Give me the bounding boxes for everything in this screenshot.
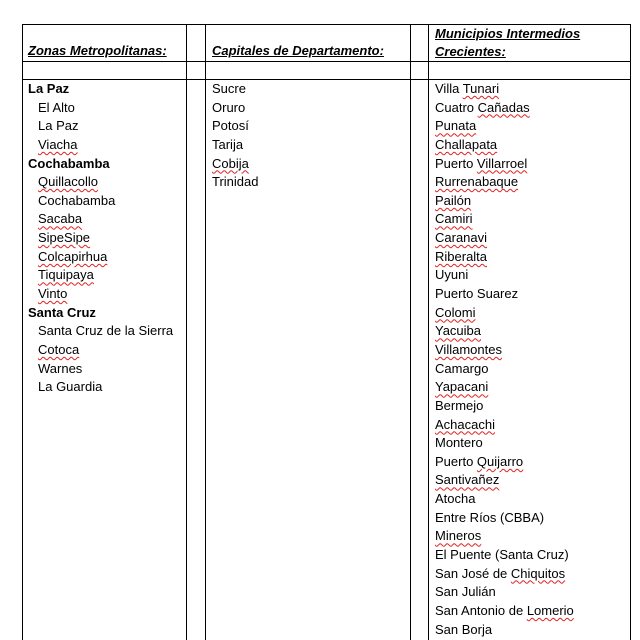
header-growing-municipalities: Municipios Intermedios Crecientes: <box>435 26 581 59</box>
text-fragment: Cochabamba <box>28 155 110 171</box>
text-fragment: Montero <box>435 435 483 451</box>
metro-list-item <box>28 210 173 229</box>
municipality-list-item <box>435 602 574 621</box>
text-fragment: Puerto <box>435 453 477 469</box>
text-fragment: Potosí <box>212 118 249 134</box>
municipality-list-item <box>435 173 574 192</box>
text-fragment: El Alto <box>38 99 75 115</box>
municipality-list-item <box>435 210 574 229</box>
spellcheck-word: Villarroel <box>476 155 528 171</box>
metro-list-item <box>28 266 173 285</box>
capital-list-item <box>212 173 258 192</box>
text-fragment: Atocha <box>435 491 476 507</box>
spellcheck-word: Santivañez <box>435 472 500 488</box>
metro-list-item <box>28 99 173 118</box>
spellcheck-word: Cañadas <box>477 99 530 115</box>
capital-list-item <box>212 155 258 174</box>
metro-list-item <box>28 360 173 379</box>
municipality-list-item <box>435 360 574 379</box>
text-fragment: Sucre <box>212 81 246 96</box>
spellcheck-word: SipeSipe <box>38 230 91 246</box>
municipality-list-item <box>435 192 574 211</box>
municipality-list-item <box>435 471 574 490</box>
municipality-list-item <box>435 80 574 99</box>
spellcheck-word: Quillacollo <box>38 174 98 190</box>
table-left-border <box>22 24 23 640</box>
text-fragment: Santa Cruz de la Sierra <box>38 323 174 339</box>
metro-list-item <box>28 136 173 155</box>
spellcheck-word: Achacachi <box>435 416 495 432</box>
municipality-list-item <box>435 322 574 341</box>
municipality-list-item <box>435 229 574 248</box>
municipality-list-item <box>435 248 574 267</box>
municipality-list-item <box>435 99 574 118</box>
spellcheck-word: Cobija <box>212 155 249 171</box>
text-fragment: San Julián <box>435 584 496 600</box>
column-divider <box>410 24 411 640</box>
spellcheck-word: Rurrenabaque <box>435 174 519 190</box>
municipality-list-item <box>435 490 574 509</box>
text-fragment: Uyuni <box>435 267 469 283</box>
municipality-list-item <box>435 434 574 453</box>
spellcheck-word: Yacuiba <box>435 323 482 339</box>
spellcheck-word: Vinto <box>38 286 68 302</box>
metro-list-item <box>28 248 173 267</box>
text-fragment: Puerto Suarez <box>435 286 519 302</box>
text-fragment: Puerto <box>435 155 477 171</box>
header-metropolitan-zones: Zonas Metropolitanas: <box>28 43 167 58</box>
text-fragment: Villa <box>435 81 463 96</box>
spellcheck-word: Colomi <box>435 304 476 320</box>
spellcheck-word: Sacaba <box>38 211 83 227</box>
municipality-list-item <box>435 341 574 360</box>
metro-group-heading <box>28 304 173 323</box>
metro-list-item <box>28 378 173 397</box>
department-capitals-list <box>212 80 258 192</box>
municipality-list-item <box>435 378 574 397</box>
municipality-list-item <box>435 621 574 640</box>
municipality-list-item <box>435 509 574 528</box>
spellcheck-word: Challapata <box>435 136 498 152</box>
growing-municipalities-list <box>435 80 574 639</box>
municipality-list-item <box>435 285 574 304</box>
column-divider <box>428 24 429 640</box>
text-fragment: Oruro <box>212 99 246 115</box>
text-fragment: San Borja <box>435 621 493 637</box>
municipality-list-item <box>435 266 574 285</box>
spellcheck-word: Chiquitos <box>510 565 566 581</box>
metropolitan-zones-list <box>28 80 173 397</box>
text-fragment: Cochabamba <box>38 192 116 208</box>
spellcheck-word: Cotoca <box>38 341 80 357</box>
text-fragment: Entre Ríos (CBBA) <box>435 509 545 525</box>
metro-list-item <box>28 173 173 192</box>
municipality-list-item <box>435 304 574 323</box>
capital-list-item <box>212 117 258 136</box>
municipality-list-item <box>435 583 574 602</box>
header-bottom-border <box>22 61 630 62</box>
spellcheck-word: Riberalta <box>435 248 488 264</box>
text-fragment: San Antonio de <box>435 602 527 618</box>
spellcheck-word: Villamontes <box>435 341 502 357</box>
text-fragment: La Guardia <box>38 379 103 395</box>
text-fragment: Cuatro <box>435 99 478 115</box>
text-fragment: La Paz <box>38 118 79 134</box>
metro-group-heading <box>28 80 173 99</box>
metro-list-item <box>28 341 173 360</box>
column-divider <box>205 24 206 640</box>
text-fragment: La Paz <box>28 81 70 96</box>
municipality-list-item <box>435 565 574 584</box>
header-department-capitals: Capitales de Departamento: <box>212 43 384 58</box>
municipality-list-item <box>435 136 574 155</box>
spellcheck-word: Viacha <box>38 136 78 152</box>
text-fragment: San José de <box>435 565 511 581</box>
spellcheck-word: Yapacani <box>435 379 489 395</box>
text-fragment: Bermejo <box>435 397 484 413</box>
municipality-list-item <box>435 546 574 565</box>
spellcheck-word: Tiquipaya <box>38 267 94 283</box>
text-fragment: Santa Cruz <box>28 304 96 320</box>
spellcheck-word: Pailón <box>435 192 472 208</box>
metro-group-heading <box>28 155 173 174</box>
municipality-list-item <box>435 527 574 546</box>
spellcheck-word: Colcapirhua <box>38 248 108 264</box>
municipality-list-item <box>435 397 574 416</box>
text-fragment: Warnes <box>38 360 83 376</box>
municipality-list-item <box>435 416 574 435</box>
spellcheck-word: Tunari <box>462 81 500 96</box>
metro-list-item <box>28 285 173 304</box>
text-fragment: Trinidad <box>212 174 259 190</box>
text-fragment: Tarija <box>212 136 244 152</box>
spellcheck-word: Mineros <box>435 528 482 544</box>
municipality-list-item <box>435 117 574 136</box>
metro-list-item <box>28 117 173 136</box>
spellcheck-word: Quijarro <box>476 453 524 469</box>
spellcheck-word: Lomerio <box>526 602 574 618</box>
spellcheck-word: Caranavi <box>435 230 488 246</box>
text-fragment: El Puente (Santa Cruz) <box>435 547 569 563</box>
capital-list-item <box>212 99 258 118</box>
metro-list-item <box>28 192 173 211</box>
column-divider <box>186 24 187 640</box>
metro-list-item <box>28 229 173 248</box>
municipality-list-item <box>435 155 574 174</box>
metro-list-item <box>28 322 173 341</box>
spellcheck-word: Punata <box>435 118 477 134</box>
capital-list-item <box>212 80 258 99</box>
municipality-list-item <box>435 453 574 472</box>
capital-list-item <box>212 136 258 155</box>
spellcheck-word: Camiri <box>435 211 473 227</box>
text-fragment: Camargo <box>435 360 489 376</box>
table-right-border <box>630 24 631 640</box>
